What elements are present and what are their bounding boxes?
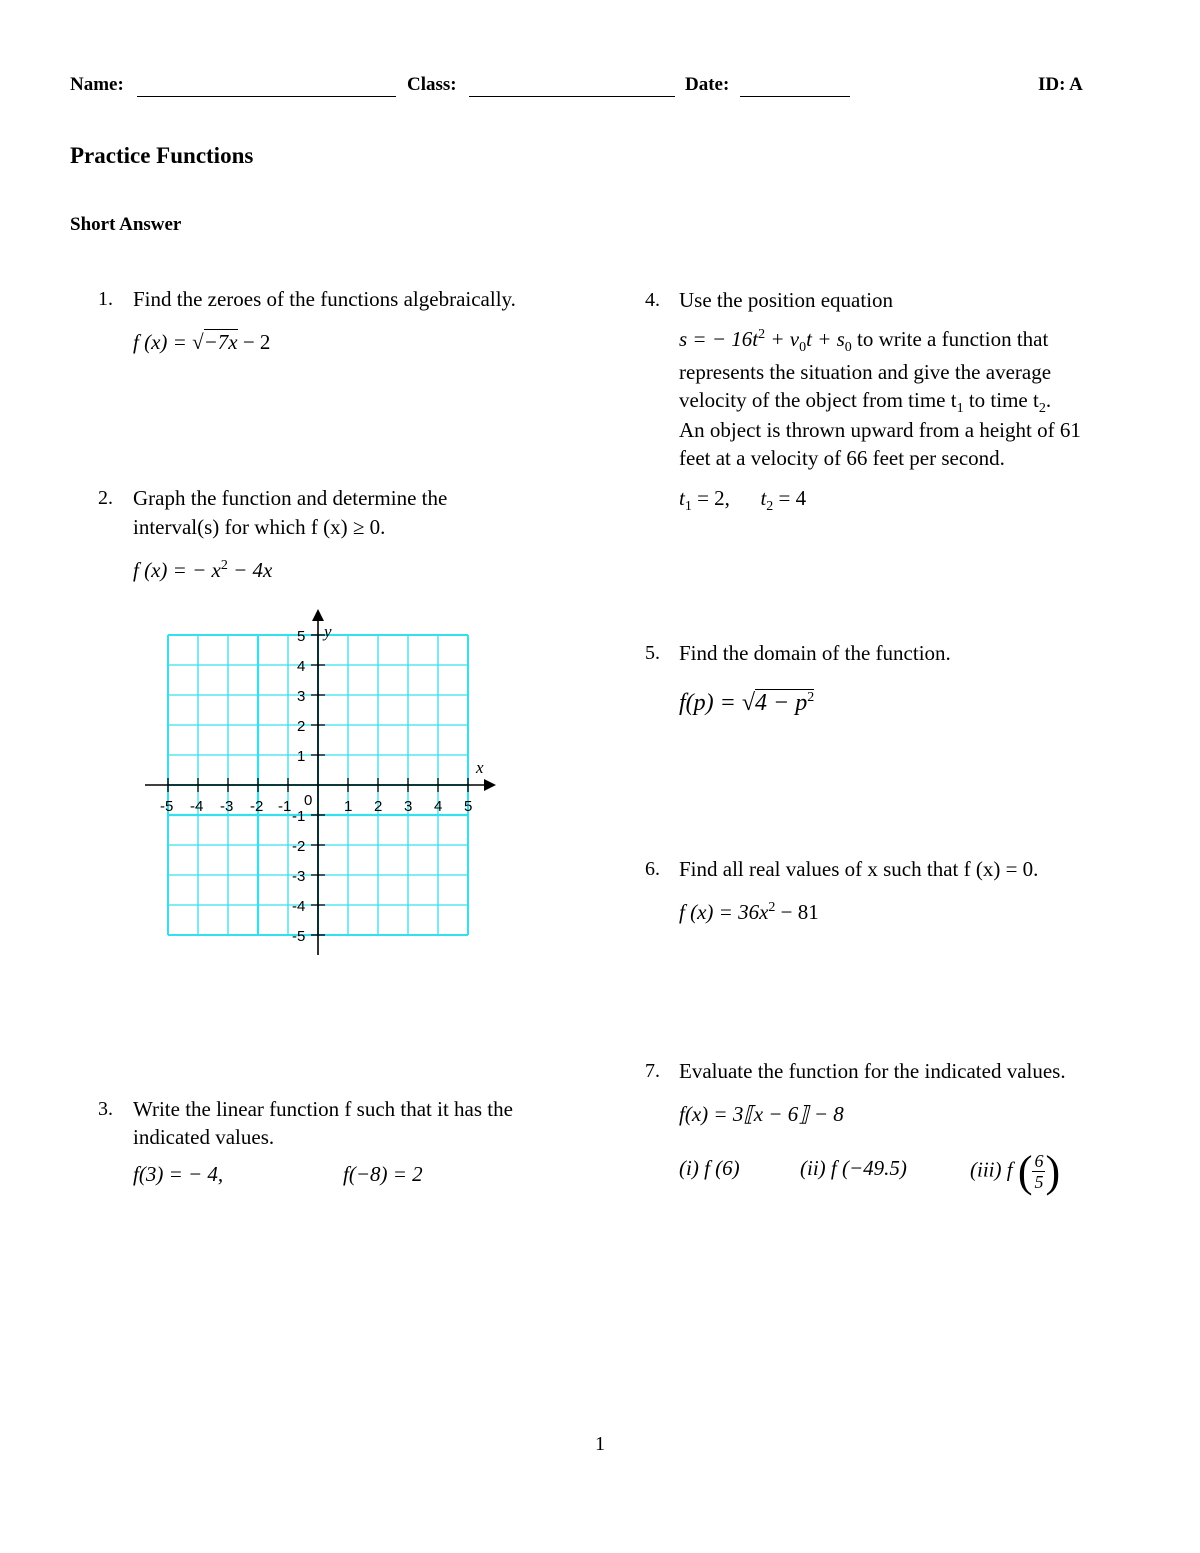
y-tick-label: 5 — [297, 628, 306, 645]
x-tick-label: 5 — [464, 798, 473, 815]
equation: f(x) = 3⟦x − 6⟧ − 8 — [679, 1102, 844, 1126]
x-tick-label: -4 — [190, 798, 204, 815]
y-tick-label: 2 — [297, 718, 306, 735]
question-text: interval(s) for which f (x) ≥ 0. — [133, 515, 386, 539]
question-number: 3. — [98, 1098, 113, 1120]
equation: f(3) = − 4, — [133, 1162, 224, 1186]
class-field[interactable] — [469, 74, 675, 97]
question-text: represents the situation and give the average — [679, 360, 1052, 384]
x-tick-label: 1 — [344, 798, 353, 815]
question-number: 5. — [645, 642, 660, 664]
equation: s = − $16t^2 + v_0t + s_0$ to write a function that — [679, 327, 1049, 356]
question-text: Write the linear function f such that it has the — [133, 1097, 513, 1121]
question-text: Find the domain of the function. — [679, 641, 951, 665]
question-text: feet at a velocity of 66 feet per second. — [679, 446, 1005, 470]
y-tick-label: -3 — [292, 868, 306, 885]
date-field[interactable] — [740, 74, 850, 97]
y-tick-label: -4 — [292, 898, 306, 915]
y-axis-label: y — [324, 622, 332, 641]
value-i: (i) f (6) — [679, 1156, 740, 1180]
x-tick-label: -3 — [220, 798, 234, 815]
equation: f $(x) = 36x^2 - 81$ — [679, 900, 819, 924]
question-text: Use the position equation — [679, 288, 894, 312]
x-tick-label: -2 — [250, 798, 264, 815]
y-tick-label: 3 — [297, 688, 306, 705]
question-number: 2. — [98, 487, 113, 509]
page-number: 1 — [595, 1433, 605, 1455]
question-number: 6. — [645, 858, 660, 880]
value-iii: (iii) f ( $\frac{6}{5}$ ) — [970, 1147, 1061, 1196]
y-tick-label: 1 — [297, 748, 306, 765]
x-tick-label: 3 — [404, 798, 413, 815]
class-label: Class: — [407, 74, 457, 95]
y-tick-label: -5 — [292, 928, 306, 945]
id-label: ID: A — [1038, 74, 1083, 95]
question-text: Graph the function and determine the — [133, 486, 448, 510]
x-axis-arrow — [484, 779, 496, 791]
question-number: 7. — [645, 1060, 660, 1082]
equation: f (x) = − $x^2 - 4x$ — [133, 558, 273, 582]
question-number: 4. — [645, 289, 660, 311]
question-text: An object is thrown upward from a height of 61 — [679, 418, 1081, 442]
y-axis-arrow — [312, 609, 324, 621]
equation: f(−8) = 2 — [343, 1162, 423, 1186]
question-text: velocity of the object from time $t_1$ to time $t_2$. — [679, 388, 1052, 417]
tick-labels — [160, 622, 484, 945]
coordinate-grid — [140, 605, 500, 965]
x-tick-label: -5 — [160, 798, 174, 815]
y-tick-label: 4 — [297, 658, 306, 675]
question-text: Evaluate the function for the indicated values. — [679, 1059, 1066, 1083]
y-tick-label: -2 — [292, 838, 306, 855]
equation: $f(p) = √4 - p^2$ — [679, 690, 815, 716]
value-ii: (ii) f (−49.5) — [800, 1156, 907, 1180]
name-field[interactable] — [137, 74, 396, 97]
section-heading: Short Answer — [70, 214, 182, 235]
name-label: Name: — [70, 74, 124, 95]
date-label: Date: — [685, 74, 730, 95]
question-text: Find the zeroes of the functions algebraically. — [133, 287, 516, 311]
x-tick-label: -1 — [278, 798, 292, 815]
page-title: Practice Functions — [70, 143, 254, 168]
question-text: indicated values. — [133, 1125, 275, 1149]
question-text: Find all real values of x such that f (x) = 0. — [679, 857, 1039, 881]
x-tick-label: 2 — [374, 798, 383, 815]
equation: $t_1 = 2$, $t_2 = 4$ — [679, 486, 807, 515]
x-axis-label: x — [476, 758, 484, 777]
question-number: 1. — [98, 288, 113, 310]
x-tick-label: 4 — [434, 798, 443, 815]
y-tick-label: -1 — [292, 808, 306, 825]
origin-label: 0 — [304, 792, 313, 809]
equation: f (x) = √−7x − 2 — [133, 330, 271, 354]
